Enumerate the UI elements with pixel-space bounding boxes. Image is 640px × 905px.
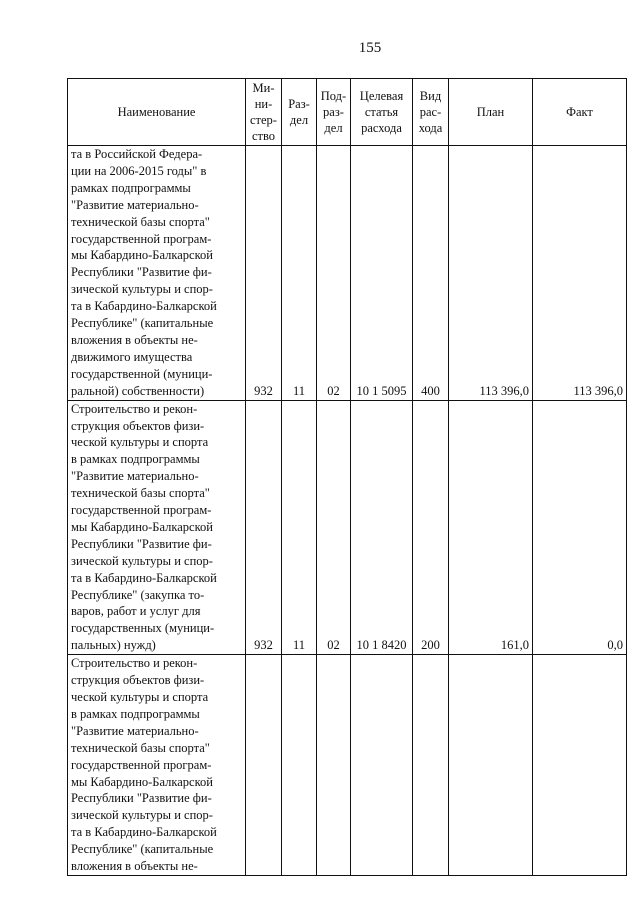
row-fact: 113 396,0 [533, 146, 627, 401]
header-target-item: Целевая статья расхода [351, 79, 413, 146]
row-plan [449, 655, 533, 876]
row-fact: 0,0 [533, 400, 627, 655]
row-expense-type: 400 [413, 146, 449, 401]
row-name: та в Российской Федера- ции на 2006-2015 годы" в рамках подпрограммы "Развитие материально- технической базы спорта" государственной програм- мы Кабардино-Балкарской Республики "Развитие фи- зической культуры и спор- та в Кабардино-Балкарской Республике" (капитальные вложения в объекты не- движимого имущества государственной (муници- pальной) собственности) [68, 146, 246, 401]
row-ministry: 932 [246, 146, 282, 401]
row-target-item: 10 1 8420 [351, 400, 413, 655]
page-number: 155 [358, 40, 382, 56]
row-name: Строительство и рекон- струкция объектов физи- ческой культуры и спорта в рамках подпрограммы "Развитие материально- технической базы спорта" государственной програм- мы Кабардино-Балкарской Республики "Развитие фи- зической культуры и спор- та в Кабардино-Балкарской Республике" (закупка то- варов, работ и услуг для государственных (муници- пальных) нужд) [68, 400, 246, 655]
row-section [282, 655, 317, 876]
row-section: 11 [282, 400, 317, 655]
budget-table [67, 78, 627, 876]
header-row [68, 79, 627, 146]
row-ministry: 932 [246, 400, 282, 655]
row-fact [533, 655, 627, 876]
table-row [68, 400, 627, 655]
row-target-item [351, 655, 413, 876]
row-subsection: 02 [317, 146, 351, 401]
table-row [68, 146, 627, 401]
header-expense-type: Вид рас- хода [413, 79, 449, 146]
header-name: Наименование [68, 79, 246, 146]
row-name: Строительство и рекон- струкция объектов физи- ческой культуры и спорта в рамках подпрограммы "Развитие материально- технической базы спорта" государственной програм- мы Кабардино-Балкарской Республики "Развитие фи- зической культуры и спор- та в Кабардино-Балкарской Республике" (капитальные вложения в объекты не- [68, 655, 246, 876]
row-ministry [246, 655, 282, 876]
header-plan: План [449, 79, 533, 146]
table-row [68, 655, 627, 876]
row-plan: 113 396,0 [449, 146, 533, 401]
row-subsection [317, 655, 351, 876]
row-target-item: 10 1 5095 [351, 146, 413, 401]
header-section: Раз- дел [282, 79, 317, 146]
header-subsection: Под- раз- дел [317, 79, 351, 146]
row-section: 11 [282, 146, 317, 401]
row-expense-type: 200 [413, 400, 449, 655]
header-fact: Факт [533, 79, 627, 146]
row-expense-type [413, 655, 449, 876]
row-plan: 161,0 [449, 400, 533, 655]
header-ministry: Ми- ни- стер- ство [246, 79, 282, 146]
row-subsection: 02 [317, 400, 351, 655]
